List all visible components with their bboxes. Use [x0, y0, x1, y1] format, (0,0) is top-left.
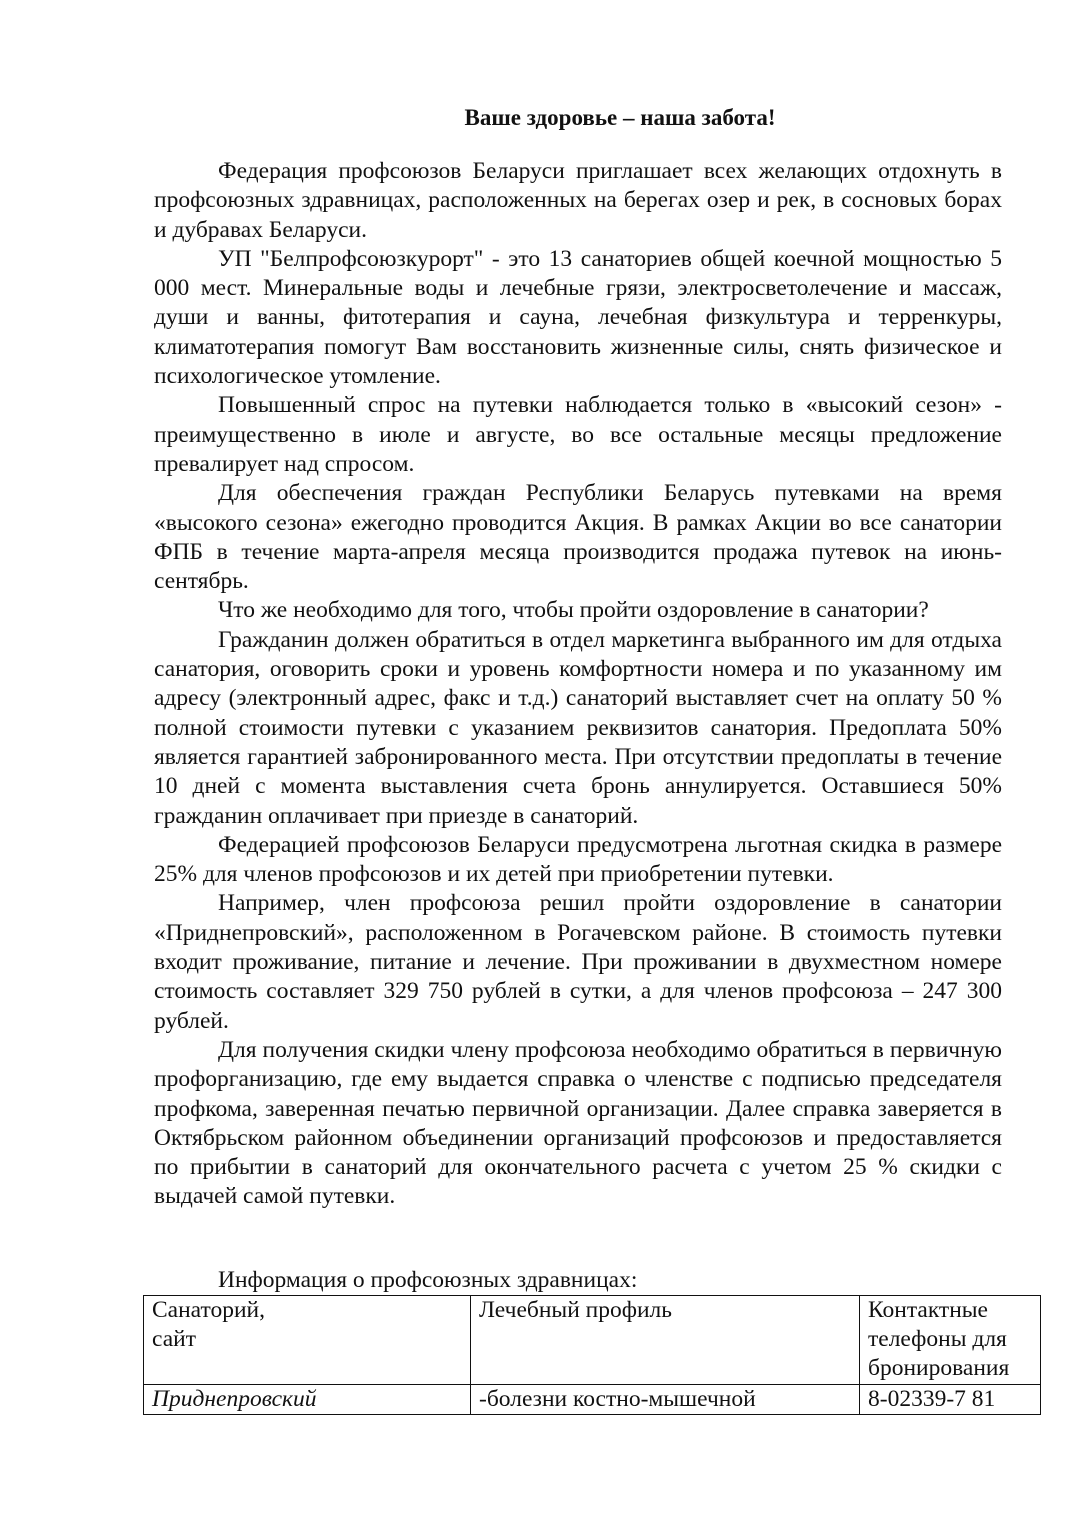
- paragraph: Повышенный спрос на путевки наблюдается только в «высокий сезон» - преимущественно в июле и августе, во все остальные месяцы предложение превалирует над спросом.: [154, 392, 1002, 477]
- paragraph: Что же необходимо для того, чтобы пройти оздоровление в санатории?: [218, 597, 929, 624]
- header-contacts: Контактные телефоны для бронирования: [860, 1296, 1041, 1385]
- table-intro: Информация о профсоюзных здравницах:: [218, 1267, 638, 1293]
- document-body: [154, 157, 1002, 1212]
- table-row: [144, 1385, 1041, 1415]
- sanatorium-table: [143, 1295, 1041, 1415]
- contact-phone: 8-02339-7 81: [860, 1385, 1041, 1415]
- paragraph: Для обеспечения граждан Республики Беларусь путевками на время «высокого сезона» ежегодно проводится Акция. В рамках Акции во все санатории ФПБ в течение марта-апреля месяца производится продажа путевок на июнь-сентябрь.: [154, 480, 1002, 595]
- table-header-row: [144, 1296, 1041, 1385]
- header-sanatorium: Санаторий, сайт: [144, 1296, 471, 1385]
- treatment-profile: -болезни костно-мышечной: [471, 1385, 860, 1415]
- paragraph: Гражданин должен обратиться в отдел маркетинга выбранного им для отдыха санатория, оговорить сроки и уровень комфортности номера и по указанному им адресу (электронный адрес, факс и т.д.) санаторий выставляет счет на оплату 50 % полной стоимости путевки с указанием реквизитов санатория. Предоплата 50% является гарантией забронированного места. При отсутствии предоплаты в течение 10 дней с момента выставления счета бронь аннулируется. Оставшиеся 50% гражданин оплачивает при приезде в санаторий.: [154, 626, 1002, 829]
- paragraph: Федерацией профсоюзов Беларуси предусмотрена льготная скидка в размере 25% для членов профсоюзов и их детей при приобретении путевки.: [154, 831, 1002, 888]
- paragraph: Федерация профсоюзов Беларуси приглашает всех желающих отдохнуть в профсоюзных здравницах, расположенных на берегах озер и рек, в сосновых борах и дубравах Беларуси.: [154, 158, 1002, 243]
- document-title: Ваше здоровье – наша забота!: [464, 105, 776, 130]
- paragraph: Например, член профсоюза решил пройти оздоровление в санатории «Приднепровский», расположенном в Рогачевском районе. В стоимость путевки входит проживание, питание и лечение. При проживании в двухместном номере стоимость составляет 329 750 рублей в сутки, а для членов профсоюза – 247 300 рублей.: [154, 890, 1002, 1034]
- paragraph: Для получения скидки члену профсоюза необходимо обратиться в первичную профорганизацию, где ему выдается справка о членстве с подписью председателя профкома, заверенная печатью первичной организации. Далее справка заверяется в Октябрьском районном объединении организаций профсоюзов и предоставляется по прибытии в санаторий для окончательного расчета с учетом 25 % скидки с выдачей самой путевки.: [154, 1036, 1002, 1210]
- paragraph: УП "Белпрофсоюзкурорт" - это 13 санаториев общей коечной мощностью 5 000 мест. Минеральные воды и лечебные грязи, электросветолечение и массаж, души и ванны, фитотерапия и сауна, лечебная физкультура и терренкуры, климатотерапия помогут Вам восстановить жизненные силы, снять физическое и психологическое утомление.: [154, 245, 1002, 390]
- header-profile: Лечебный профиль: [471, 1296, 860, 1385]
- sanatorium-name: Приднепровский: [144, 1385, 471, 1415]
